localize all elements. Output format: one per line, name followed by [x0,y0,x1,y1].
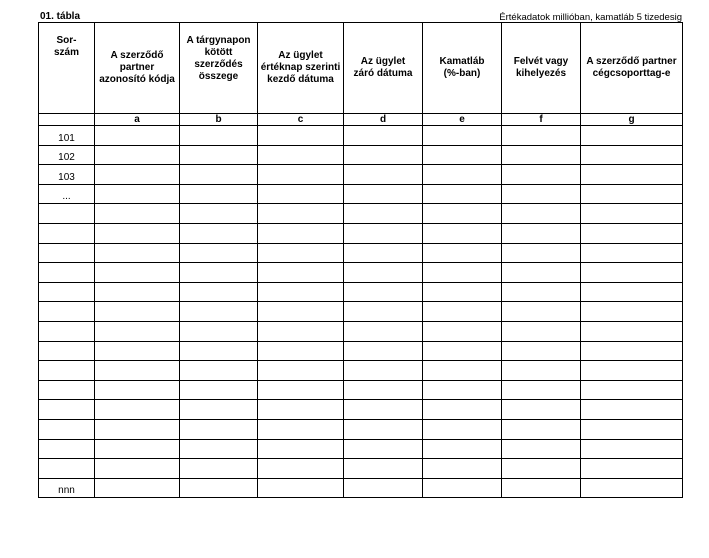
table-row [39,204,683,224]
table-row [39,361,683,381]
data-cell [95,380,180,400]
row-number-cell [39,380,95,400]
data-cell [344,184,423,204]
data-cell [581,126,683,146]
data-cell [581,400,683,420]
row-number-cell [39,419,95,439]
data-cell [180,126,258,146]
data-cell [95,439,180,459]
data-cell [344,126,423,146]
data-cell [258,165,344,185]
data-cell [344,361,423,381]
data-cell [95,165,180,185]
data-cell [423,302,502,322]
data-cell [423,126,502,146]
column-header-row [39,23,683,114]
data-cell [258,400,344,420]
data-cell [423,204,502,224]
data-cell [180,321,258,341]
data-cell [581,361,683,381]
row-number-cell [39,223,95,243]
data-cell [423,243,502,263]
table-row [39,263,683,283]
header-contract-amount: A tárgynapon kötött szerződés összege [180,23,258,114]
data-cell [502,361,581,381]
data-cell [95,321,180,341]
data-cell [502,439,581,459]
data-cell [581,282,683,302]
row-number-cell: 102 [39,145,95,165]
data-cell [180,380,258,400]
data-cell [95,184,180,204]
data-cell [95,126,180,146]
table-row [39,243,683,263]
data-cell [344,419,423,439]
table-row [39,439,683,459]
header-start-date: Az ügylet értéknap szerinti kezdő dátuma [258,23,344,114]
table-row [39,419,683,439]
data-cell [258,419,344,439]
data-cell [502,400,581,420]
data-cell [180,459,258,479]
data-cell [581,380,683,400]
data-cell [581,321,683,341]
data-cell [581,165,683,185]
row-number-cell: ... [39,184,95,204]
data-cell [344,302,423,322]
data-cell [502,243,581,263]
data-cell [423,223,502,243]
row-number-cell [39,263,95,283]
data-cell [423,282,502,302]
data-cell [95,204,180,224]
data-cell [581,459,683,479]
data-cell [581,302,683,322]
data-cell [502,478,581,498]
data-cell [423,380,502,400]
units-note: Értékadatok millióban, kamatláb 5 tizedesig [499,12,682,23]
data-cell [423,184,502,204]
data-cell [258,126,344,146]
data-cell [258,341,344,361]
row-number-cell: 103 [39,165,95,185]
data-cell [180,223,258,243]
data-cell [344,243,423,263]
data-cell [502,341,581,361]
table-row [39,165,683,185]
data-cell [581,223,683,243]
data-cell [95,361,180,381]
data-cell [502,223,581,243]
header-borrow-or-lend: Felvét vagy kihelyezés [502,23,581,114]
row-number-cell: nnn [39,478,95,498]
data-cell [502,204,581,224]
data-cell [581,419,683,439]
table-row [39,184,683,204]
data-cell [180,302,258,322]
row-number-cell [39,204,95,224]
letter-cell: g [581,114,683,126]
data-cell [258,361,344,381]
header-row-number: Sor- szám [39,23,95,114]
data-cell [180,145,258,165]
header-group-member: A szerződő partner cégcsoporttag-e [581,23,683,114]
table-row [39,478,683,498]
data-cell [344,341,423,361]
column-letter-row [39,114,683,126]
data-cell [258,459,344,479]
data-cell [180,165,258,185]
data-cell [344,380,423,400]
table-row [39,126,683,146]
letter-cell: d [344,114,423,126]
row-number-cell [39,400,95,420]
data-cell [180,243,258,263]
row-number-cell [39,341,95,361]
data-cell [95,341,180,361]
data-cell [502,184,581,204]
data-cell [95,282,180,302]
row-number-cell: 101 [39,126,95,146]
header-interest-rate: Kamatláb (%-ban) [423,23,502,114]
data-cell [258,204,344,224]
data-cell [502,419,581,439]
data-cell [502,282,581,302]
row-number-cell [39,302,95,322]
letter-cell: b [180,114,258,126]
data-cell [180,341,258,361]
data-cell [502,145,581,165]
row-number-cell [39,439,95,459]
data-cell [344,478,423,498]
data-cell [423,341,502,361]
letter-cell: c [258,114,344,126]
data-cell [95,419,180,439]
data-cell [423,321,502,341]
data-cell [344,165,423,185]
data-cell [581,184,683,204]
data-cell [95,302,180,322]
data-cell [423,165,502,185]
table-body [39,126,683,498]
data-cell [258,263,344,283]
data-cell [423,400,502,420]
header-end-date: Az ügylet záró dátuma [344,23,423,114]
data-cell [180,478,258,498]
data-cell [423,419,502,439]
letter-cell [39,114,95,126]
data-cell [95,263,180,283]
report-table [38,22,683,498]
row-number-cell [39,459,95,479]
data-cell [423,459,502,479]
data-cell [581,439,683,459]
row-number-cell [39,282,95,302]
table-row [39,321,683,341]
data-cell [180,400,258,420]
data-cell [344,439,423,459]
data-cell [344,282,423,302]
data-cell [180,263,258,283]
data-cell [502,380,581,400]
table-row [39,380,683,400]
data-cell [258,282,344,302]
data-cell [344,145,423,165]
data-cell [344,400,423,420]
data-cell [180,361,258,381]
data-cell [581,263,683,283]
data-cell [258,184,344,204]
data-cell [344,263,423,283]
data-cell [502,165,581,185]
data-cell [258,478,344,498]
data-cell [423,145,502,165]
data-cell [258,380,344,400]
data-cell [502,321,581,341]
data-cell [581,145,683,165]
data-cell [95,223,180,243]
letter-cell: f [502,114,581,126]
letter-cell: e [423,114,502,126]
data-cell [95,478,180,498]
data-cell [581,243,683,263]
table-row [39,223,683,243]
table-label: 01. tábla [40,11,81,22]
data-cell [344,223,423,243]
table-row [39,459,683,479]
data-cell [258,439,344,459]
data-cell [423,263,502,283]
table-row [39,302,683,322]
data-cell [258,302,344,322]
data-cell [502,263,581,283]
data-cell [180,184,258,204]
data-cell [344,459,423,479]
table-row [39,282,683,302]
data-cell [423,439,502,459]
data-cell [95,145,180,165]
data-cell [344,204,423,224]
data-cell [581,478,683,498]
letter-cell: a [95,114,180,126]
data-cell [502,302,581,322]
table-row [39,400,683,420]
data-cell [180,204,258,224]
header-partner-id: A szerződő partner azonosító kódja [95,23,180,114]
data-cell [180,439,258,459]
table-row [39,145,683,165]
data-cell [258,145,344,165]
data-cell [502,459,581,479]
data-cell [180,282,258,302]
table-row [39,341,683,361]
row-number-cell [39,361,95,381]
data-cell [344,321,423,341]
data-cell [180,419,258,439]
data-cell [581,341,683,361]
data-cell [95,400,180,420]
data-cell [95,243,180,263]
data-cell [423,361,502,381]
row-number-cell [39,321,95,341]
data-cell [502,126,581,146]
data-cell [95,459,180,479]
data-cell [258,321,344,341]
data-cell [258,223,344,243]
data-cell [423,478,502,498]
row-number-cell [39,243,95,263]
data-cell [581,204,683,224]
data-cell [258,243,344,263]
